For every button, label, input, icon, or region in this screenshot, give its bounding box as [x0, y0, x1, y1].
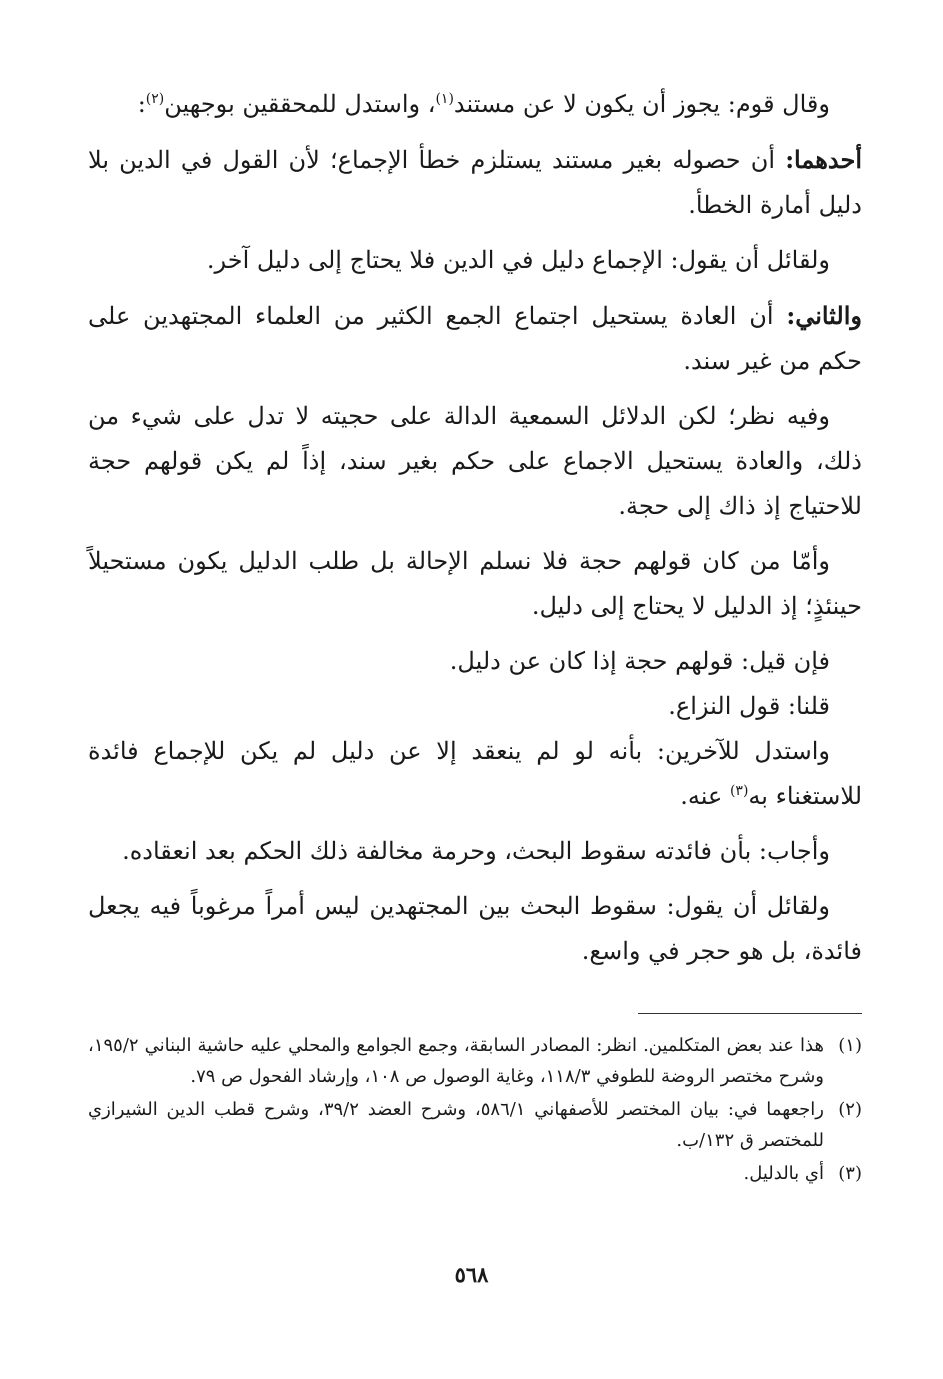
- footnote-ref-2[interactable]: (٢): [145, 91, 165, 107]
- footnote-ref-3[interactable]: (٣): [729, 783, 749, 799]
- footnote-number: (٢): [838, 1099, 862, 1120]
- paragraph-1: وقال قوم: يجوز أن يكون لا عن مستند$^{(١)}$، واستدل للمحققين بوجهين$^{(٢)}$:: [137, 90, 830, 118]
- paragraph-2: أحدهما: أن حصوله بغير مستند يستلزم خطأ الإجماع؛ لأن القول في الدين بلا دليل أمارة الخطأ.: [88, 145, 862, 219]
- footnote-separator: [638, 1013, 862, 1014]
- paragraph-lead: أحدهما:: [785, 145, 862, 174]
- footnote-3: [88, 1158, 862, 1189]
- paragraph-lead: والثاني:: [786, 301, 862, 330]
- paragraph-10: وأجاب: بأن فائدته سقوط البحث، وحرمة مخالفة ذلك الحكم بعد انعقاده.: [122, 837, 830, 865]
- paragraph-9: واستدل للآخرين: بأنه لو لم ينعقد إلا عن دليل لم يكن للإجماع فائدة للاستغناء به$^{(٣)}$ عنه.: [88, 737, 862, 810]
- paragraph-4: والثاني: أن العادة يستحيل اجتماع الجمع الكثير من العلماء المجتهدين على حكم من غير سند.: [88, 301, 862, 375]
- footnote-number: (١): [838, 1035, 862, 1056]
- main-text: [88, 82, 862, 984]
- page-number: ٥٦٨: [454, 1262, 489, 1287]
- footnotes: [88, 1030, 862, 1191]
- footnote-2: [88, 1094, 862, 1156]
- footnote-text: هذا عند بعض المتكلمين. انظر: المصادر السابقة، وجمع الجوامع والمحلي عليه حاشية البناني ١٩٥/٢، وشرح مختصر الروضة للطوفي ١١٨/٣، وغاية الوصول ص ١٠٨، وإرشاد الفحول ص ٧٩.: [88, 1035, 824, 1087]
- paragraph-7: فإن قيل: قولهم حجة إذا كان عن دليل.: [449, 647, 830, 675]
- paragraph-6: وأمّا من كان قولهم حجة فلا نسلم الإحالة بل طلب الدليل يكون مستحيلاً حينئذٍ؛ إذ الدليل لا يحتاج إلى دليل.: [88, 547, 862, 620]
- footnote-text: راجعهما في: بيان المختصر للأصفهاني ٥٨٦/١، وشرح العضد ٣٩/٢، وشرح قطب الدين الشيرازي للمختصر ق ١٣٢/ب.: [88, 1099, 824, 1151]
- footnote-ref-1[interactable]: (١): [435, 91, 454, 107]
- paragraph-8: قلنا: قول النزاع.: [668, 692, 830, 720]
- paragraph-3: ولقائل أن يقول: الإجماع دليل في الدين فلا يحتاج إلى دليل آخر.: [206, 246, 830, 274]
- footnote-number: (٣): [838, 1163, 862, 1184]
- paragraph-5: وفيه نظر؛ لكن الدلائل السمعية الدالة على حجيته لا تدل على شيء من ذلك، والعادة يستحيل الاجماع على حكم بغير سند، إذاً لم يكن قولهم حجة للاحتياج إذ ذاك إلى حجة.: [88, 402, 862, 520]
- paragraph-11: ولقائل أن يقول: سقوط البحث بين المجتهدين ليس أمراً مرغوباً فيه يجعل فائدة، بل هو حجر في واسع.: [88, 892, 862, 965]
- footnote-text: أي بالدليل.: [743, 1163, 824, 1184]
- footnote-1: [88, 1030, 862, 1092]
